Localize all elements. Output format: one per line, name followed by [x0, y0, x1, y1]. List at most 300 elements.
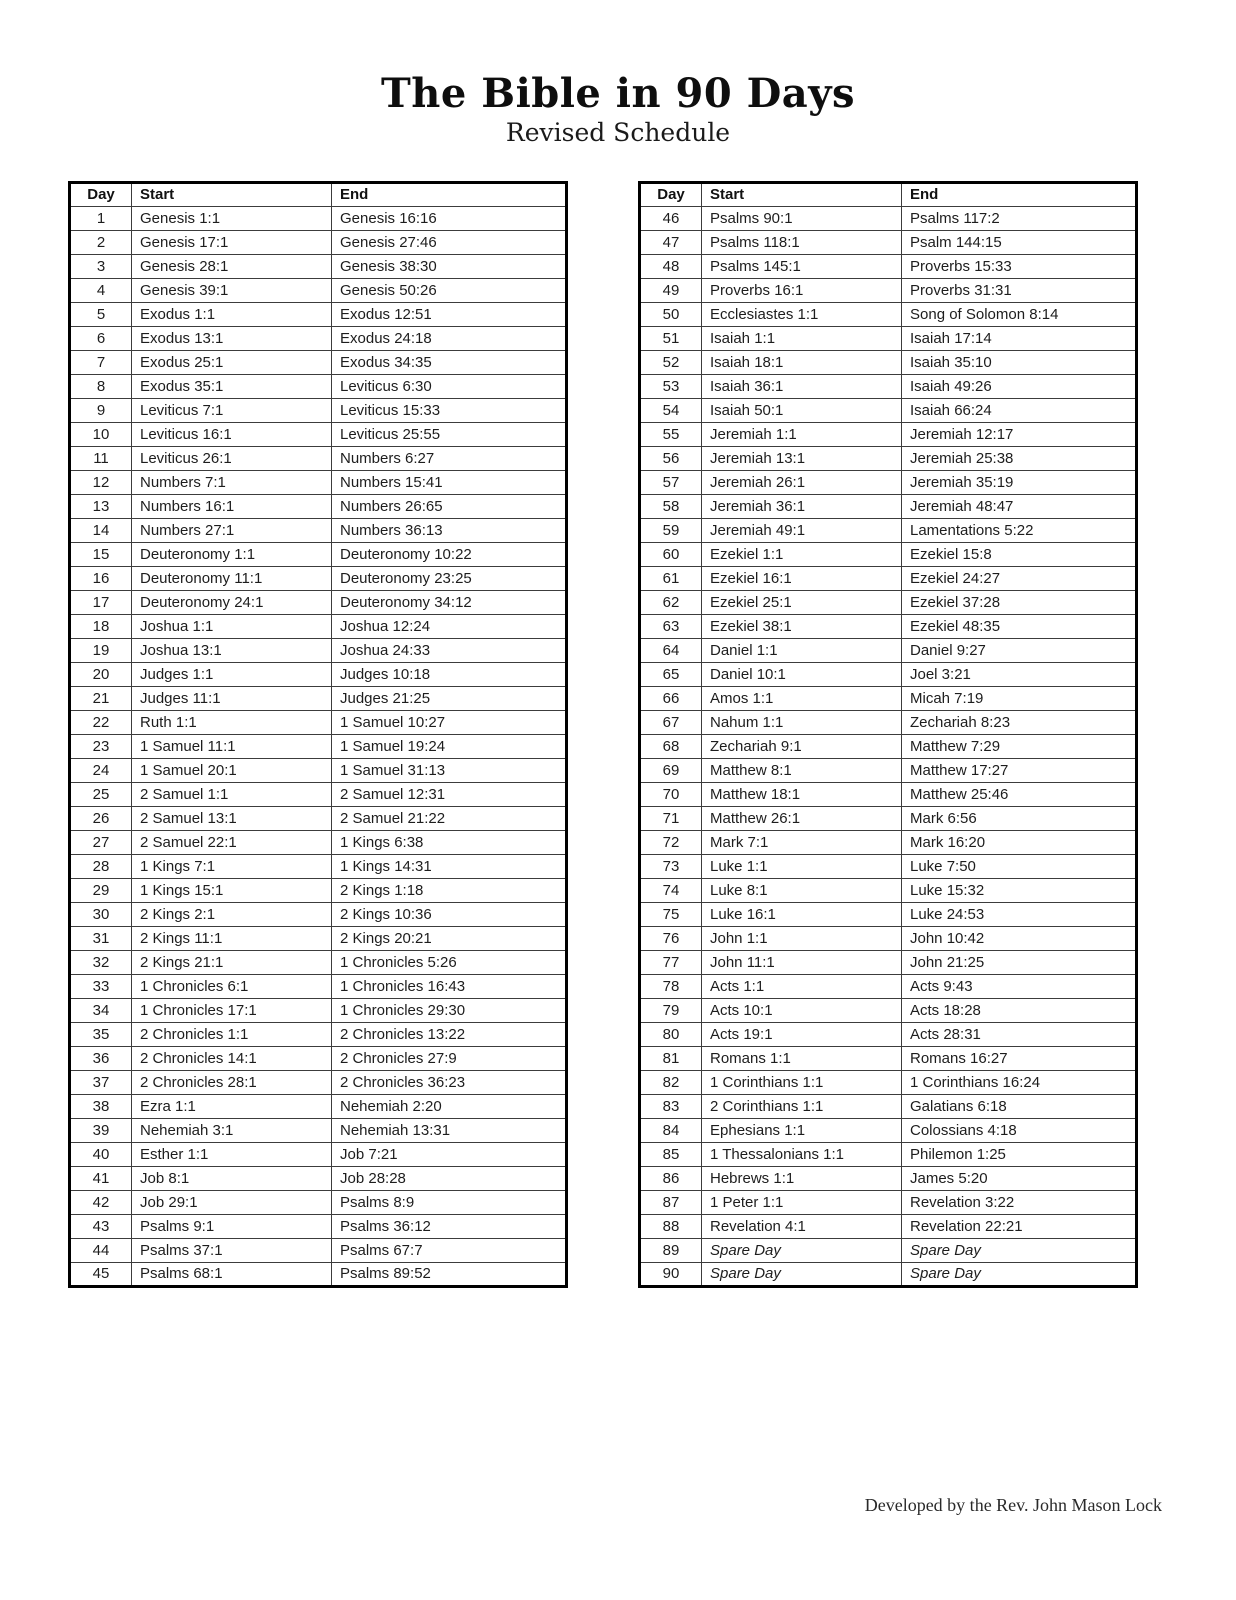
cell-day: 54	[640, 399, 702, 423]
schedule-row-day-42	[70, 1191, 567, 1215]
cell-end: Genesis 50:26	[332, 279, 567, 303]
cell-start: Isaiah 50:1	[702, 399, 902, 423]
cell-end: Philemon 1:25	[902, 1143, 1137, 1167]
cell-day: 25	[70, 783, 132, 807]
cell-start: 2 Chronicles 1:1	[132, 1023, 332, 1047]
schedule-row-day-70	[640, 783, 1137, 807]
cell-start: 2 Samuel 13:1	[132, 807, 332, 831]
cell-start: Ruth 1:1	[132, 711, 332, 735]
cell-day: 85	[640, 1143, 702, 1167]
cell-end: Mark 6:56	[902, 807, 1137, 831]
schedule-row-day-59	[640, 519, 1137, 543]
cell-day: 33	[70, 975, 132, 999]
cell-day: 86	[640, 1167, 702, 1191]
cell-start: Romans 1:1	[702, 1047, 902, 1071]
cell-start: Joshua 13:1	[132, 639, 332, 663]
cell-day: 83	[640, 1095, 702, 1119]
schedule-row-day-54	[640, 399, 1137, 423]
schedule-row-day-90	[640, 1263, 1137, 1287]
column-header-start: Start	[702, 183, 902, 207]
cell-end: 1 Chronicles 5:26	[332, 951, 567, 975]
schedule-row-day-63	[640, 615, 1137, 639]
cell-start: 1 Kings 7:1	[132, 855, 332, 879]
cell-start: Exodus 1:1	[132, 303, 332, 327]
cell-end: Judges 10:18	[332, 663, 567, 687]
cell-end: Galatians 6:18	[902, 1095, 1137, 1119]
column-header-day: Day	[640, 183, 702, 207]
cell-start: 1 Samuel 20:1	[132, 759, 332, 783]
cell-end: Luke 7:50	[902, 855, 1137, 879]
schedule-row-day-37	[70, 1071, 567, 1095]
cell-start: John 1:1	[702, 927, 902, 951]
schedule-row-day-49	[640, 279, 1137, 303]
cell-end: Song of Solomon 8:14	[902, 303, 1137, 327]
cell-start: John 11:1	[702, 951, 902, 975]
cell-end: Nehemiah 13:31	[332, 1119, 567, 1143]
cell-start: Daniel 1:1	[702, 639, 902, 663]
schedule-row-day-72	[640, 831, 1137, 855]
cell-day: 27	[70, 831, 132, 855]
cell-day: 77	[640, 951, 702, 975]
cell-start: Proverbs 16:1	[702, 279, 902, 303]
cell-start: 2 Chronicles 28:1	[132, 1071, 332, 1095]
cell-start: Nehemiah 3:1	[132, 1119, 332, 1143]
cell-day: 39	[70, 1119, 132, 1143]
cell-start: Spare Day	[702, 1263, 902, 1287]
schedule-row-day-22	[70, 711, 567, 735]
cell-end: 1 Samuel 31:13	[332, 759, 567, 783]
cell-start: Psalms 90:1	[702, 207, 902, 231]
schedule-row-day-7	[70, 351, 567, 375]
cell-day: 41	[70, 1167, 132, 1191]
cell-start: Judges 11:1	[132, 687, 332, 711]
cell-end: Joshua 24:33	[332, 639, 567, 663]
cell-day: 60	[640, 543, 702, 567]
schedule-row-day-69	[640, 759, 1137, 783]
cell-end: Daniel 9:27	[902, 639, 1137, 663]
schedule-row-day-15	[70, 543, 567, 567]
schedule-row-day-61	[640, 567, 1137, 591]
cell-end: Job 28:28	[332, 1167, 567, 1191]
cell-day: 3	[70, 255, 132, 279]
cell-end: Numbers 6:27	[332, 447, 567, 471]
cell-day: 13	[70, 495, 132, 519]
cell-start: Jeremiah 36:1	[702, 495, 902, 519]
schedule-row-day-38	[70, 1095, 567, 1119]
cell-end: Psalms 36:12	[332, 1215, 567, 1239]
schedule-row-day-8	[70, 375, 567, 399]
cell-start: Isaiah 36:1	[702, 375, 902, 399]
header-row	[70, 183, 567, 207]
cell-end: Leviticus 15:33	[332, 399, 567, 423]
cell-day: 52	[640, 351, 702, 375]
cell-end: 1 Samuel 10:27	[332, 711, 567, 735]
cell-start: Jeremiah 13:1	[702, 447, 902, 471]
cell-end: Deuteronomy 34:12	[332, 591, 567, 615]
cell-day: 26	[70, 807, 132, 831]
cell-day: 65	[640, 663, 702, 687]
cell-day: 29	[70, 879, 132, 903]
cell-end: Jeremiah 12:17	[902, 423, 1137, 447]
schedule-row-day-62	[640, 591, 1137, 615]
cell-day: 14	[70, 519, 132, 543]
schedule-row-day-65	[640, 663, 1137, 687]
schedule-row-day-75	[640, 903, 1137, 927]
cell-start: Psalms 9:1	[132, 1215, 332, 1239]
cell-start: 2 Chronicles 14:1	[132, 1047, 332, 1071]
cell-start: Job 29:1	[132, 1191, 332, 1215]
cell-end: Exodus 24:18	[332, 327, 567, 351]
cell-day: 61	[640, 567, 702, 591]
cell-end: 2 Chronicles 13:22	[332, 1023, 567, 1047]
cell-day: 36	[70, 1047, 132, 1071]
cell-end: Revelation 3:22	[902, 1191, 1137, 1215]
schedule-row-day-51	[640, 327, 1137, 351]
cell-day: 20	[70, 663, 132, 687]
cell-start: 2 Kings 21:1	[132, 951, 332, 975]
column-header-day: Day	[70, 183, 132, 207]
schedule-row-day-46	[640, 207, 1137, 231]
cell-end: Ezekiel 48:35	[902, 615, 1137, 639]
cell-end: Romans 16:27	[902, 1047, 1137, 1071]
cell-end: Numbers 26:65	[332, 495, 567, 519]
schedule-row-day-40	[70, 1143, 567, 1167]
schedule-row-day-52	[640, 351, 1137, 375]
schedule-row-day-89	[640, 1239, 1137, 1263]
cell-day: 82	[640, 1071, 702, 1095]
page-title: The Bible in 90 Days	[381, 70, 855, 117]
cell-end: Zechariah 8:23	[902, 711, 1137, 735]
schedule-row-day-11	[70, 447, 567, 471]
cell-day: 8	[70, 375, 132, 399]
schedule-row-day-50	[640, 303, 1137, 327]
cell-end: 1 Chronicles 29:30	[332, 999, 567, 1023]
cell-day: 5	[70, 303, 132, 327]
cell-day: 62	[640, 591, 702, 615]
cell-end: Joshua 12:24	[332, 615, 567, 639]
cell-start: Matthew 18:1	[702, 783, 902, 807]
schedule-row-day-87	[640, 1191, 1137, 1215]
cell-day: 63	[640, 615, 702, 639]
cell-day: 71	[640, 807, 702, 831]
cell-start: Luke 8:1	[702, 879, 902, 903]
cell-day: 15	[70, 543, 132, 567]
cell-start: Joshua 1:1	[132, 615, 332, 639]
cell-end: Exodus 12:51	[332, 303, 567, 327]
cell-day: 44	[70, 1239, 132, 1263]
cell-end: Deuteronomy 10:22	[332, 543, 567, 567]
cell-end: Jeremiah 48:47	[902, 495, 1137, 519]
schedule-row-day-10	[70, 423, 567, 447]
cell-start: Spare Day	[702, 1239, 902, 1263]
cell-start: Ecclesiastes 1:1	[702, 303, 902, 327]
cell-start: Acts 10:1	[702, 999, 902, 1023]
schedule-row-day-5	[70, 303, 567, 327]
cell-start: Amos 1:1	[702, 687, 902, 711]
cell-day: 4	[70, 279, 132, 303]
schedule-row-day-67	[640, 711, 1137, 735]
cell-end: Matthew 7:29	[902, 735, 1137, 759]
cell-end: Lamentations 5:22	[902, 519, 1137, 543]
schedule-row-day-36	[70, 1047, 567, 1071]
cell-end: Matthew 25:46	[902, 783, 1137, 807]
cell-start: Luke 1:1	[702, 855, 902, 879]
schedule-row-day-43	[70, 1215, 567, 1239]
cell-end: 2 Samuel 12:31	[332, 783, 567, 807]
cell-day: 87	[640, 1191, 702, 1215]
schedule-table-days-1-45	[68, 181, 568, 1288]
cell-start: Psalms 118:1	[702, 231, 902, 255]
cell-end: Acts 18:28	[902, 999, 1137, 1023]
cell-day: 57	[640, 471, 702, 495]
schedule-row-day-9	[70, 399, 567, 423]
cell-day: 24	[70, 759, 132, 783]
schedule-row-day-17	[70, 591, 567, 615]
cell-start: Deuteronomy 24:1	[132, 591, 332, 615]
cell-day: 18	[70, 615, 132, 639]
schedule-row-day-86	[640, 1167, 1137, 1191]
cell-day: 30	[70, 903, 132, 927]
schedule-row-day-27	[70, 831, 567, 855]
cell-day: 7	[70, 351, 132, 375]
cell-start: Matthew 26:1	[702, 807, 902, 831]
schedule-row-day-80	[640, 1023, 1137, 1047]
cell-start: Psalms 68:1	[132, 1263, 332, 1287]
cell-end: Ezekiel 37:28	[902, 591, 1137, 615]
cell-end: Psalms 117:2	[902, 207, 1137, 231]
cell-day: 79	[640, 999, 702, 1023]
cell-end: Leviticus 6:30	[332, 375, 567, 399]
cell-day: 38	[70, 1095, 132, 1119]
cell-day: 46	[640, 207, 702, 231]
cell-end: Exodus 34:35	[332, 351, 567, 375]
cell-day: 74	[640, 879, 702, 903]
cell-day: 10	[70, 423, 132, 447]
cell-start: Ezekiel 38:1	[702, 615, 902, 639]
schedule-row-day-12	[70, 471, 567, 495]
schedule-row-day-58	[640, 495, 1137, 519]
cell-end: 1 Corinthians 16:24	[902, 1071, 1137, 1095]
cell-start: Ezra 1:1	[132, 1095, 332, 1119]
schedule-table-days-46-90	[638, 181, 1138, 1288]
cell-end: Psalm 144:15	[902, 231, 1137, 255]
cell-day: 76	[640, 927, 702, 951]
cell-start: 2 Samuel 22:1	[132, 831, 332, 855]
cell-end: Job 7:21	[332, 1143, 567, 1167]
cell-start: 2 Kings 2:1	[132, 903, 332, 927]
cell-end: 1 Kings 14:31	[332, 855, 567, 879]
cell-end: Acts 28:31	[902, 1023, 1137, 1047]
cell-day: 6	[70, 327, 132, 351]
cell-start: 1 Thessalonians 1:1	[702, 1143, 902, 1167]
schedule-row-day-76	[640, 927, 1137, 951]
cell-end: Genesis 27:46	[332, 231, 567, 255]
cell-start: Deuteronomy 11:1	[132, 567, 332, 591]
cell-end: 2 Kings 20:21	[332, 927, 567, 951]
schedule-row-day-31	[70, 927, 567, 951]
schedule-row-day-19	[70, 639, 567, 663]
cell-day: 11	[70, 447, 132, 471]
cell-end: Psalms 8:9	[332, 1191, 567, 1215]
schedule-row-day-28	[70, 855, 567, 879]
cell-day: 23	[70, 735, 132, 759]
cell-day: 34	[70, 999, 132, 1023]
cell-end: 2 Kings 10:36	[332, 903, 567, 927]
schedule-row-day-77	[640, 951, 1137, 975]
schedule-row-day-48	[640, 255, 1137, 279]
cell-day: 1	[70, 207, 132, 231]
footer-credit: Developed by the Rev. John Mason Lock	[864, 1495, 1162, 1515]
schedule-row-day-34	[70, 999, 567, 1023]
cell-end: Deuteronomy 23:25	[332, 567, 567, 591]
schedule-row-day-88	[640, 1215, 1137, 1239]
schedule-row-day-74	[640, 879, 1137, 903]
cell-end: Isaiah 66:24	[902, 399, 1137, 423]
header-row	[640, 183, 1137, 207]
cell-day: 53	[640, 375, 702, 399]
cell-day: 48	[640, 255, 702, 279]
cell-end: 1 Kings 6:38	[332, 831, 567, 855]
cell-start: Ephesians 1:1	[702, 1119, 902, 1143]
cell-end: Proverbs 15:33	[902, 255, 1137, 279]
schedule-row-day-4	[70, 279, 567, 303]
cell-end: John 10:42	[902, 927, 1137, 951]
schedule-row-day-20	[70, 663, 567, 687]
schedule-row-day-55	[640, 423, 1137, 447]
schedule-row-day-83	[640, 1095, 1137, 1119]
cell-end: 2 Samuel 21:22	[332, 807, 567, 831]
cell-day: 56	[640, 447, 702, 471]
cell-end: Nehemiah 2:20	[332, 1095, 567, 1119]
cell-end: Genesis 16:16	[332, 207, 567, 231]
schedule-row-day-13	[70, 495, 567, 519]
schedule-row-day-18	[70, 615, 567, 639]
cell-end: Leviticus 25:55	[332, 423, 567, 447]
schedule-row-day-79	[640, 999, 1137, 1023]
cell-end: Judges 21:25	[332, 687, 567, 711]
cell-start: Numbers 27:1	[132, 519, 332, 543]
cell-day: 12	[70, 471, 132, 495]
cell-start: Hebrews 1:1	[702, 1167, 902, 1191]
cell-end: Numbers 36:13	[332, 519, 567, 543]
cell-end: 1 Chronicles 16:43	[332, 975, 567, 999]
cell-day: 9	[70, 399, 132, 423]
cell-end: James 5:20	[902, 1167, 1137, 1191]
cell-day: 55	[640, 423, 702, 447]
cell-start: Zechariah 9:1	[702, 735, 902, 759]
cell-start: 1 Chronicles 6:1	[132, 975, 332, 999]
cell-day: 51	[640, 327, 702, 351]
cell-day: 72	[640, 831, 702, 855]
cell-start: 1 Kings 15:1	[132, 879, 332, 903]
cell-start: 2 Samuel 1:1	[132, 783, 332, 807]
cell-day: 64	[640, 639, 702, 663]
cell-start: Numbers 16:1	[132, 495, 332, 519]
cell-end: Luke 24:53	[902, 903, 1137, 927]
cell-day: 37	[70, 1071, 132, 1095]
cell-start: Exodus 25:1	[132, 351, 332, 375]
schedule-row-day-39	[70, 1119, 567, 1143]
cell-day: 43	[70, 1215, 132, 1239]
cell-start: Nahum 1:1	[702, 711, 902, 735]
schedule-row-day-68	[640, 735, 1137, 759]
cell-start: Esther 1:1	[132, 1143, 332, 1167]
schedule-row-day-25	[70, 783, 567, 807]
cell-end: Matthew 17:27	[902, 759, 1137, 783]
cell-day: 78	[640, 975, 702, 999]
schedule-row-day-35	[70, 1023, 567, 1047]
cell-day: 31	[70, 927, 132, 951]
cell-day: 84	[640, 1119, 702, 1143]
schedule-row-day-66	[640, 687, 1137, 711]
cell-end: Ezekiel 24:27	[902, 567, 1137, 591]
cell-start: Daniel 10:1	[702, 663, 902, 687]
cell-start: Leviticus 7:1	[132, 399, 332, 423]
cell-start: Isaiah 1:1	[702, 327, 902, 351]
schedule-row-day-3	[70, 255, 567, 279]
cell-start: Ezekiel 25:1	[702, 591, 902, 615]
schedule-row-day-53	[640, 375, 1137, 399]
schedule-row-day-44	[70, 1239, 567, 1263]
cell-start: Isaiah 18:1	[702, 351, 902, 375]
cell-start: Genesis 17:1	[132, 231, 332, 255]
cell-start: 1 Corinthians 1:1	[702, 1071, 902, 1095]
cell-start: Psalms 145:1	[702, 255, 902, 279]
cell-start: Genesis 39:1	[132, 279, 332, 303]
cell-end: Isaiah 17:14	[902, 327, 1137, 351]
schedule-row-day-23	[70, 735, 567, 759]
cell-start: Genesis 28:1	[132, 255, 332, 279]
column-header-end: End	[332, 183, 567, 207]
schedule-row-day-6	[70, 327, 567, 351]
schedule-row-day-41	[70, 1167, 567, 1191]
cell-day: 47	[640, 231, 702, 255]
cell-start: 2 Kings 11:1	[132, 927, 332, 951]
schedule-row-day-33	[70, 975, 567, 999]
cell-end: Psalms 67:7	[332, 1239, 567, 1263]
cell-day: 21	[70, 687, 132, 711]
cell-start: Judges 1:1	[132, 663, 332, 687]
cell-start: Exodus 35:1	[132, 375, 332, 399]
cell-end: Jeremiah 35:19	[902, 471, 1137, 495]
cell-start: Mark 7:1	[702, 831, 902, 855]
cell-day: 89	[640, 1239, 702, 1263]
schedule-row-day-1	[70, 207, 567, 231]
cell-end: 2 Kings 1:18	[332, 879, 567, 903]
cell-start: Psalms 37:1	[132, 1239, 332, 1263]
cell-start: Deuteronomy 1:1	[132, 543, 332, 567]
schedule-row-day-16	[70, 567, 567, 591]
cell-start: Ezekiel 1:1	[702, 543, 902, 567]
cell-end: John 21:25	[902, 951, 1137, 975]
cell-start: Exodus 13:1	[132, 327, 332, 351]
cell-end: Spare Day	[902, 1263, 1137, 1287]
cell-start: Leviticus 16:1	[132, 423, 332, 447]
cell-start: Genesis 1:1	[132, 207, 332, 231]
cell-end: Genesis 38:30	[332, 255, 567, 279]
schedule-row-day-81	[640, 1047, 1137, 1071]
schedule-row-day-29	[70, 879, 567, 903]
cell-day: 67	[640, 711, 702, 735]
schedule-row-day-57	[640, 471, 1137, 495]
cell-day: 22	[70, 711, 132, 735]
schedule-row-day-82	[640, 1071, 1137, 1095]
cell-end: Micah 7:19	[902, 687, 1137, 711]
cell-start: 2 Corinthians 1:1	[702, 1095, 902, 1119]
cell-end: Ezekiel 15:8	[902, 543, 1137, 567]
cell-day: 80	[640, 1023, 702, 1047]
schedule-row-day-24	[70, 759, 567, 783]
